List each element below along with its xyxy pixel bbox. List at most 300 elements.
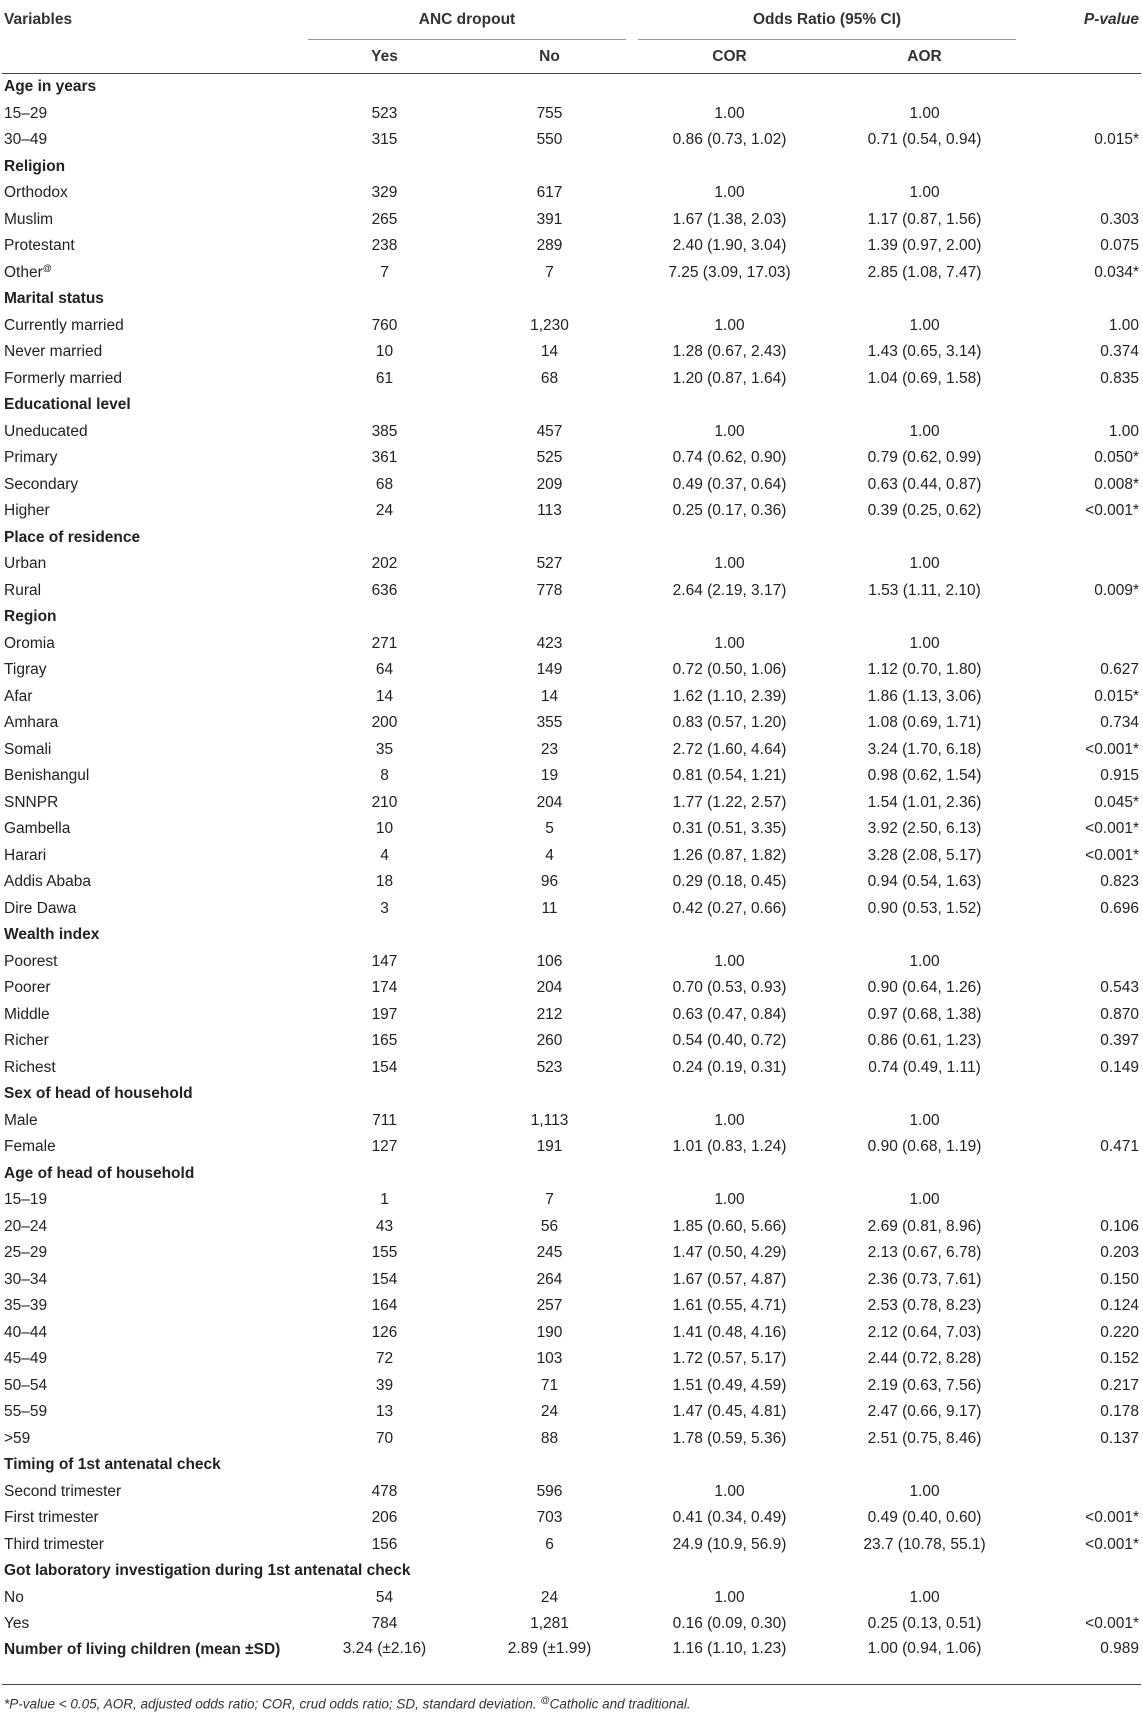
cell-cor: 1.62 (1.10, 2.39) [672, 687, 787, 705]
cell-pvalue [1022, 1479, 1141, 1506]
cell-cor: 1.20 (0.87, 1.64) [672, 369, 787, 387]
cell-no: 204 [536, 979, 563, 997]
section-header-row [2, 1161, 1141, 1188]
table-row [2, 233, 1141, 260]
cell-yes: 385 [371, 422, 398, 440]
cell-pvalue: 0.734 [1100, 714, 1140, 732]
row-label [2, 366, 302, 393]
table-row [2, 1028, 1141, 1055]
cell-pvalue [1022, 1187, 1141, 1214]
cell-no: 24 [540, 1588, 559, 1606]
table-row [2, 1320, 1141, 1347]
row-label [2, 180, 302, 207]
cell-yes: 271 [371, 634, 398, 652]
row-label-text: Third trimester [4, 1535, 104, 1553]
row-label [2, 339, 302, 366]
cell-pvalue: 0.870 [1100, 1005, 1140, 1023]
cell-yes: 523 [371, 104, 398, 122]
cell-aor: 1.00 [909, 1111, 940, 1129]
cell-no: 523 [536, 1058, 563, 1076]
table-row [2, 1611, 1141, 1638]
cell-pvalue: 0.137 [1100, 1429, 1140, 1447]
table-row [2, 1214, 1141, 1241]
table-row [2, 1108, 1141, 1135]
cell-no: 14 [540, 687, 559, 705]
cell-no: 68 [540, 369, 559, 387]
cell-aor: 0.63 (0.44, 0.87) [867, 475, 982, 493]
row-label [2, 1638, 302, 1685]
row-label [2, 737, 302, 764]
cell-aor: 2.47 (0.66, 9.17) [867, 1403, 982, 1421]
header-pvalue: P-value [1083, 11, 1140, 28]
table-row [2, 260, 1141, 287]
section-label: Educational level [4, 396, 131, 414]
cell-yes: 156 [371, 1535, 398, 1553]
header-yes: Yes [371, 47, 398, 65]
row-label-text: Protestant [4, 237, 75, 255]
cell-no: 596 [536, 1482, 563, 1500]
cell-cor: 1.26 (0.87, 1.82) [672, 846, 787, 864]
table-row [2, 313, 1141, 340]
cell-yes: 147 [371, 952, 398, 970]
table-row [2, 949, 1141, 976]
row-label-text: Middle [4, 1005, 50, 1023]
cell-cor: 0.41 (0.34, 0.49) [672, 1509, 787, 1527]
cell-no: 209 [536, 475, 563, 493]
table-row [2, 101, 1141, 128]
table-row [2, 498, 1141, 525]
cell-cor: 1.51 (0.49, 4.59) [672, 1376, 787, 1394]
cell-no: 5 [545, 820, 554, 838]
cell-yes: 10 [375, 820, 394, 838]
row-label-text: 50–54 [4, 1376, 48, 1394]
cell-yes: 197 [371, 1005, 398, 1023]
cell-no: 245 [536, 1244, 563, 1262]
table-row [2, 1373, 1141, 1400]
cell-no: 264 [536, 1270, 563, 1288]
table-row [2, 1134, 1141, 1161]
cell-aor: 2.36 (0.73, 7.61) [867, 1270, 982, 1288]
cell-cor: 0.24 (0.19, 0.31) [672, 1058, 787, 1076]
cell-no: 24 [540, 1403, 559, 1421]
cell-cor: 1.00 [714, 422, 745, 440]
section-label: Marital status [4, 290, 104, 308]
cell-aor: 1.00 [909, 1482, 940, 1500]
cell-yes: 202 [371, 555, 398, 573]
cell-aor: 1.12 (0.70, 1.80) [867, 661, 982, 679]
cell-aor: 1.04 (0.69, 1.58) [867, 369, 982, 387]
cell-yes: 8 [380, 767, 389, 785]
cell-aor: 1.00 [909, 1588, 940, 1606]
cell-yes: 54 [375, 1588, 394, 1606]
cell-aor: 2.44 (0.72, 8.28) [867, 1350, 982, 1368]
cell-pvalue: 0.015* [1094, 687, 1140, 705]
cell-pvalue: 0.149 [1100, 1058, 1140, 1076]
cell-cor: 1.00 [714, 1588, 745, 1606]
row-label-text: Amhara [4, 714, 59, 732]
section-label: Age in years [4, 78, 97, 96]
row-label-text: Other [4, 264, 43, 282]
cell-cor: 0.81 (0.54, 1.21) [672, 767, 787, 785]
cell-yes: 18 [375, 873, 394, 891]
cell-aor: 1.54 (1.01, 2.36) [867, 793, 982, 811]
cell-aor: 2.19 (0.63, 7.56) [867, 1376, 982, 1394]
cell-aor: 1.00 [909, 316, 940, 334]
cell-yes: 72 [375, 1350, 394, 1368]
cell-pvalue: 0.150 [1100, 1270, 1140, 1288]
cell-aor: 23.7 (10.78, 55.1) [863, 1535, 986, 1553]
cell-pvalue: <0.001* [1085, 740, 1140, 758]
cell-aor: 1.08 (0.69, 1.71) [867, 714, 982, 732]
cell-aor: 0.79 (0.62, 0.99) [867, 449, 982, 467]
section-label: Place of residence [4, 528, 141, 546]
row-label-text: Formerly married [4, 369, 122, 387]
cell-yes: 43 [375, 1217, 394, 1235]
cell-cor: 0.70 (0.53, 0.93) [672, 979, 787, 997]
cell-pvalue: 0.045* [1094, 793, 1140, 811]
cell-yes: 238 [371, 237, 398, 255]
cell-pvalue: 0.106 [1100, 1217, 1140, 1235]
cell-no: 4 [545, 846, 554, 864]
row-label [2, 975, 302, 1002]
cell-yes: 127 [371, 1138, 398, 1156]
cell-pvalue: <0.001* [1085, 846, 1140, 864]
table-row [2, 1346, 1141, 1373]
cell-cor: 1.47 (0.45, 4.81) [672, 1403, 787, 1421]
cell-yes: 4 [380, 846, 389, 864]
section-label: Religion [4, 157, 66, 175]
row-label-text: Secondary [4, 475, 79, 493]
table-row [2, 710, 1141, 737]
cell-pvalue: 0.015* [1094, 131, 1140, 149]
cell-aor: 1.00 [909, 634, 940, 652]
header-aor: AOR [907, 47, 942, 65]
cell-cor: 0.31 (0.51, 3.35) [672, 820, 787, 838]
cell-no: 6 [545, 1535, 554, 1553]
cell-yes: 3 [380, 899, 389, 917]
cell-pvalue: 0.203 [1100, 1244, 1140, 1262]
cell-cor: 1.00 [714, 316, 745, 334]
section-header-row [2, 392, 1141, 419]
cell-no: 1,281 [530, 1615, 569, 1633]
row-label [2, 763, 302, 790]
section-header-row [2, 922, 1141, 949]
cell-pvalue: <0.001* [1085, 820, 1140, 838]
row-label-text: Number of living children (mean ±SD) [4, 1640, 281, 1658]
row-label [2, 869, 302, 896]
cell-no: 88 [540, 1429, 559, 1447]
cell-no: 617 [536, 184, 563, 202]
row-label-text: Male [4, 1111, 38, 1129]
cell-yes: 13 [375, 1403, 394, 1421]
cell-yes: 174 [371, 979, 398, 997]
cell-aor: 1.00 [909, 104, 940, 122]
cell-pvalue: 0.008* [1094, 475, 1140, 493]
cell-cor: 1.67 (0.57, 4.87) [672, 1270, 787, 1288]
row-label-text: Oromia [4, 634, 55, 652]
cell-aor: 3.24 (1.70, 6.18) [867, 740, 982, 758]
row-label-text: 20–24 [4, 1217, 48, 1235]
results-table [2, 0, 1141, 1685]
cell-pvalue [1022, 551, 1141, 578]
cell-pvalue: 0.374 [1100, 343, 1140, 361]
table-row [2, 578, 1141, 605]
cell-aor: 2.13 (0.67, 6.78) [867, 1244, 982, 1262]
cell-yes: 70 [375, 1429, 394, 1447]
row-label-text: 30–34 [4, 1270, 48, 1288]
table-row [2, 1505, 1141, 1532]
cell-yes: 35 [375, 740, 394, 758]
row-label [2, 1373, 302, 1400]
cell-pvalue: <0.001* [1085, 1535, 1140, 1553]
row-label [2, 1187, 302, 1214]
cell-no: 7 [545, 1191, 554, 1209]
cell-no: 96 [540, 873, 559, 891]
cell-pvalue: 0.989 [1100, 1639, 1140, 1657]
row-label-text: Primary [4, 449, 58, 467]
cell-cor: 0.74 (0.62, 0.90) [672, 449, 787, 467]
row-label [2, 127, 302, 154]
cell-cor: 1.16 (1.10, 1.23) [672, 1639, 787, 1657]
cell-aor: 0.86 (0.61, 1.23) [867, 1032, 982, 1050]
cell-aor: 2.85 (1.08, 7.47) [867, 263, 982, 281]
row-label-text: 45–49 [4, 1350, 48, 1368]
section-header-row [2, 604, 1141, 631]
row-label [2, 1346, 302, 1373]
cell-no: 1,113 [530, 1111, 569, 1129]
row-label [2, 949, 302, 976]
row-label [2, 1505, 302, 1532]
row-label [2, 1108, 302, 1135]
cell-no: 106 [536, 952, 563, 970]
cell-cor: 1.47 (0.50, 4.29) [672, 1244, 787, 1262]
cell-no: 23 [540, 740, 559, 758]
row-label-text: Orthodox [4, 184, 68, 202]
row-label [2, 498, 302, 525]
cell-cor: 1.00 [714, 1111, 745, 1129]
cell-pvalue [1022, 101, 1141, 128]
cell-no: 525 [536, 449, 563, 467]
cell-cor: 1.00 [714, 634, 745, 652]
row-label-text: Urban [4, 555, 47, 573]
row-label [2, 1267, 302, 1294]
section-label: Got laboratory investigation during 1st antenatal check [4, 1562, 411, 1580]
cell-cor: 1.67 (1.38, 2.03) [672, 210, 787, 228]
cell-cor: 7.25 (3.09, 17.03) [668, 263, 791, 281]
cell-aor: 0.97 (0.68, 1.38) [867, 1005, 982, 1023]
table-row [2, 1055, 1141, 1082]
cell-cor: 1.00 [714, 952, 745, 970]
cell-cor: 0.63 (0.47, 0.84) [672, 1005, 787, 1023]
cell-no: 289 [536, 237, 563, 255]
row-label-text: Afar [4, 687, 33, 705]
cell-cor: 0.86 (0.73, 1.02) [672, 131, 787, 149]
row-label [2, 896, 302, 923]
cell-aor: 2.53 (0.78, 8.23) [867, 1297, 982, 1315]
cell-yes: 784 [371, 1615, 398, 1633]
cell-yes: 210 [371, 793, 398, 811]
cell-cor: 1.41 (0.48, 4.16) [672, 1323, 787, 1341]
cell-cor: 0.42 (0.27, 0.66) [672, 899, 787, 917]
row-label-text: Rural [4, 581, 42, 599]
table-row [2, 737, 1141, 764]
cell-yes: 760 [371, 316, 398, 334]
cell-pvalue: 0.823 [1100, 873, 1140, 891]
table-row [2, 896, 1141, 923]
cell-aor: 1.00 [909, 952, 940, 970]
cell-cor: 1.77 (1.22, 2.57) [672, 793, 787, 811]
section-header-row [2, 1081, 1141, 1108]
cell-aor: 1.39 (0.97, 2.00) [867, 237, 982, 255]
row-label-text: Currently married [4, 316, 124, 334]
cell-yes: 478 [371, 1482, 398, 1500]
cell-aor: 0.90 (0.68, 1.19) [867, 1138, 982, 1156]
cell-no: 191 [536, 1138, 563, 1156]
table-row [2, 180, 1141, 207]
cell-pvalue: 0.543 [1100, 979, 1140, 997]
cell-yes: 265 [371, 210, 398, 228]
table-row [2, 869, 1141, 896]
cell-cor: 0.54 (0.40, 0.72) [672, 1032, 787, 1050]
cell-aor: 0.25 (0.13, 0.51) [867, 1615, 982, 1633]
cell-cor: 1.00 [714, 1482, 745, 1500]
cell-yes: 200 [371, 714, 398, 732]
row-label [2, 1214, 302, 1241]
cell-aor: 1.00 [909, 184, 940, 202]
section-label: Wealth index [4, 926, 100, 944]
cell-no: 703 [536, 1509, 563, 1527]
cell-cor: 2.64 (2.19, 3.17) [672, 581, 787, 599]
cell-pvalue: 0.050* [1094, 449, 1140, 467]
row-label-text: Muslim [4, 210, 54, 228]
cell-yes: 154 [371, 1270, 398, 1288]
row-label [2, 684, 302, 711]
cell-cor: 1.28 (0.67, 2.43) [672, 343, 787, 361]
table-row [2, 843, 1141, 870]
table-row [2, 975, 1141, 1002]
table-row [2, 1293, 1141, 1320]
cell-no: 190 [536, 1323, 563, 1341]
cell-cor: 0.49 (0.37, 0.64) [672, 475, 787, 493]
cell-pvalue: 1.00 [1108, 422, 1140, 440]
cell-yes: 636 [371, 581, 398, 599]
cell-pvalue: <0.001* [1085, 1615, 1140, 1633]
cell-yes: 206 [371, 1509, 398, 1527]
header-variables: Variables [4, 11, 73, 28]
cell-aor: 1.17 (0.87, 1.56) [867, 210, 982, 228]
cell-aor: 1.00 [909, 422, 940, 440]
cell-cor: 2.40 (1.90, 3.04) [672, 237, 787, 255]
cell-pvalue: 0.034* [1094, 263, 1140, 281]
cell-aor: 3.92 (2.50, 6.13) [867, 820, 982, 838]
cell-pvalue: 0.696 [1100, 899, 1140, 917]
cell-yes: 14 [375, 687, 394, 705]
row-label-text: Yes [4, 1615, 30, 1633]
row-label-text: Addis Ababa [4, 873, 92, 891]
table-row [2, 1585, 1141, 1612]
cell-aor: 3.28 (2.08, 5.17) [867, 846, 982, 864]
row-label [2, 1134, 302, 1161]
cell-no: 550 [536, 131, 563, 149]
section-label: Region [4, 608, 57, 626]
table-row [2, 419, 1141, 446]
row-label [2, 1399, 302, 1426]
row-label [2, 1532, 302, 1559]
cell-pvalue: 1.00 [1108, 316, 1140, 334]
table-row [2, 1267, 1141, 1294]
cell-no: 527 [536, 555, 563, 573]
cell-pvalue: 0.075 [1100, 237, 1140, 255]
header-no: No [539, 47, 560, 65]
row-label [2, 1585, 302, 1612]
cell-pvalue: 0.627 [1100, 661, 1140, 679]
cell-yes: 24 [375, 502, 394, 520]
table-row [2, 790, 1141, 817]
cell-yes: 61 [375, 369, 394, 387]
row-label [2, 657, 302, 684]
table-row [2, 763, 1141, 790]
row-label [2, 816, 302, 843]
cell-no: 204 [536, 793, 563, 811]
row-label [2, 233, 302, 260]
cell-pvalue: 0.220 [1100, 1323, 1140, 1341]
cell-no: 391 [536, 210, 563, 228]
cell-pvalue [1022, 949, 1141, 976]
row-label [2, 710, 302, 737]
section-header-row [2, 154, 1141, 181]
cell-pvalue [1022, 180, 1141, 207]
cell-no: 212 [536, 1005, 563, 1023]
row-label [2, 419, 302, 446]
cell-aor: 1.00 (0.94, 1.06) [867, 1639, 982, 1657]
row-label [2, 207, 302, 234]
cell-pvalue [1022, 631, 1141, 658]
row-label [2, 472, 302, 499]
cell-aor: 0.39 (0.25, 0.62) [867, 502, 982, 520]
row-label-text: Harari [4, 846, 47, 864]
section-label: Timing of 1st antenatal check [4, 1456, 221, 1474]
cell-yes: 1 [380, 1191, 389, 1209]
row-label-text: >59 [4, 1429, 31, 1447]
cell-aor: 0.94 (0.54, 1.63) [867, 873, 982, 891]
cell-yes: 155 [371, 1244, 398, 1262]
table-row [2, 366, 1141, 393]
cell-pvalue [1022, 1108, 1141, 1135]
section-header-row [2, 525, 1141, 552]
cell-aor: 0.74 (0.49, 1.11) [868, 1058, 981, 1076]
cell-no: 423 [536, 634, 563, 652]
row-label-text: Somali [4, 740, 52, 758]
row-label-text: Second trimester [4, 1482, 122, 1500]
table-row [2, 472, 1141, 499]
row-label [2, 790, 302, 817]
section-label: Age of head of household [4, 1164, 195, 1182]
cell-yes: 329 [371, 184, 398, 202]
row-label-text: 15–19 [4, 1191, 48, 1209]
cell-cor: 0.25 (0.17, 0.36) [672, 502, 787, 520]
cell-yes: 7 [380, 263, 389, 281]
row-label-text: Female [4, 1138, 56, 1156]
cell-cor: 1.61 (0.55, 4.71) [672, 1297, 787, 1315]
table-row [2, 207, 1141, 234]
cell-aor: 0.90 (0.64, 1.26) [867, 979, 982, 997]
cell-yes: 711 [372, 1111, 397, 1129]
cell-no: 56 [540, 1217, 559, 1235]
row-label-text: 40–44 [4, 1323, 48, 1341]
cell-no: 11 [541, 899, 558, 917]
header-anc-dropout: ANC dropout [302, 0, 632, 40]
cell-yes: 3.24 (±2.16) [342, 1639, 427, 1657]
